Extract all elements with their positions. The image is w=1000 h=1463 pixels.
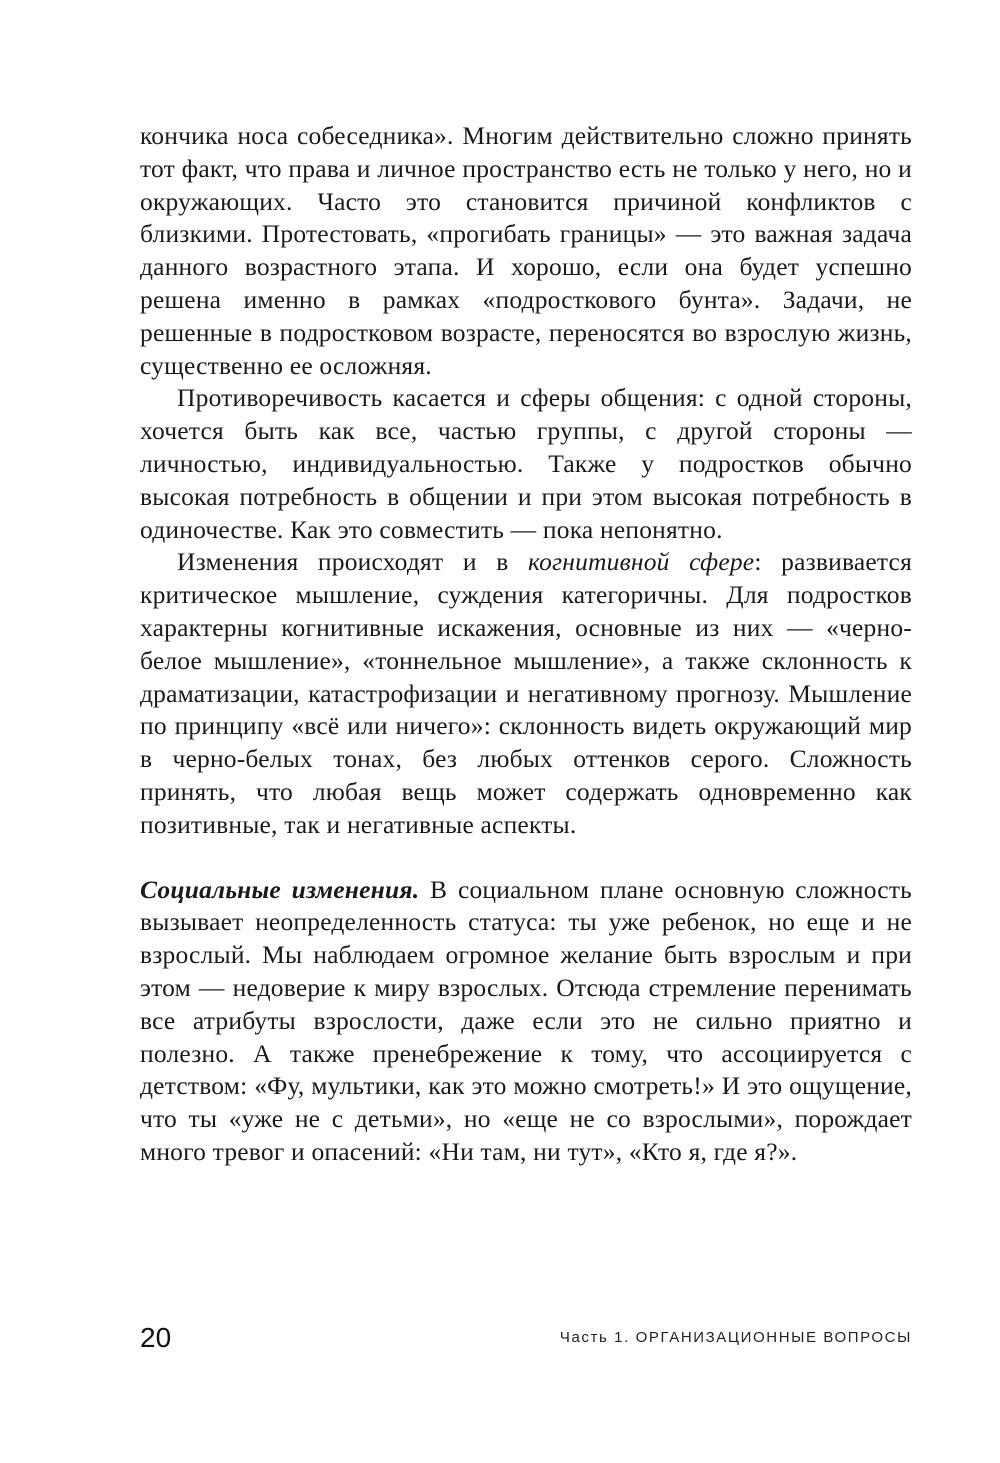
page-number: 20 <box>140 1322 172 1353</box>
section-title: ОРГАНИЗАЦИОННЫЕ ВОПРОСЫ <box>635 1329 912 1346</box>
part-label: Часть 1. <box>559 1329 630 1346</box>
social-changes-heading: Социальные изменения. <box>140 874 420 904</box>
paragraph-social <box>140 874 912 1169</box>
page-footer <box>140 1318 912 1358</box>
paragraph-continuation: кончика носа собеседника». Многим действительно сложно принять тот факт, что права и личное пространство есть не только у него, но и окружающих. Часто это становится причиной конфликтов с близкими. Протестовать, «прогибать границы» — это важная задача данного возрастного этапа. И хорошо, если она будет успешно решена именно в рамках «подросткового бунта». Задачи, не решенные в подростковом возрасте, переносятся во взрослую жизнь, существенно ее осложняя. <box>140 121 912 380</box>
paragraph-communication: Противоречивость касается и сферы общения: с одной стороны, хочется быть как все, частью группы, с другой стороны — личностью, индивидуальностью. Также у подростков обычно высокая потребность в общении и при этом высокая потребность в одиночестве. Как это совместить — пока непонятно. <box>140 383 912 544</box>
paragraph-cognitive-lead: Изменения происходят и в <box>177 547 528 577</box>
running-header <box>560 1326 912 1350</box>
body-text <box>140 120 912 1169</box>
paragraph-cognitive <box>140 546 912 841</box>
paragraph-social-body: В социальном плане основную сложность вызывает неопределенность статуса: ты уже ребенок, но еще и не взрослый. Мы наблюдаем огромное желание быть взрослым и при этом — недоверие к миру взрослых. Отсюда стремление перенимать все атрибуты взрослости, даже если это не сильно приятно и полезно. А также пренебрежение к тому, что ассоциируется с детством: «Фу, мультики, как это можно смотреть!» И это ощущение, что ты «уже не с детьми», но «еще не со взрослыми», порождает много тревог и опасений: «Ни там, ни тут», «Кто я, где я?». <box>140 874 912 1166</box>
paragraph-cognitive-body: : развивается критическое мышление, суждения категоричны. Для подростков характерны когнитивные искажения, основные из них — «черно-белое мышление», «тоннельное мышление», а также склонность к драматизации, катастрофизации и негативному прогнозу. Мышление по принципу «всё или ничего»: склонность видеть окружающий мир в черно-белых тонах, без любых оттенков серого. Сложность принять, что любая вещь может содержать одновременно как позитивные, так и негативные аспекты. <box>140 547 913 839</box>
cognitive-sphere-emphasis: когнитивной сфере <box>527 547 755 577</box>
